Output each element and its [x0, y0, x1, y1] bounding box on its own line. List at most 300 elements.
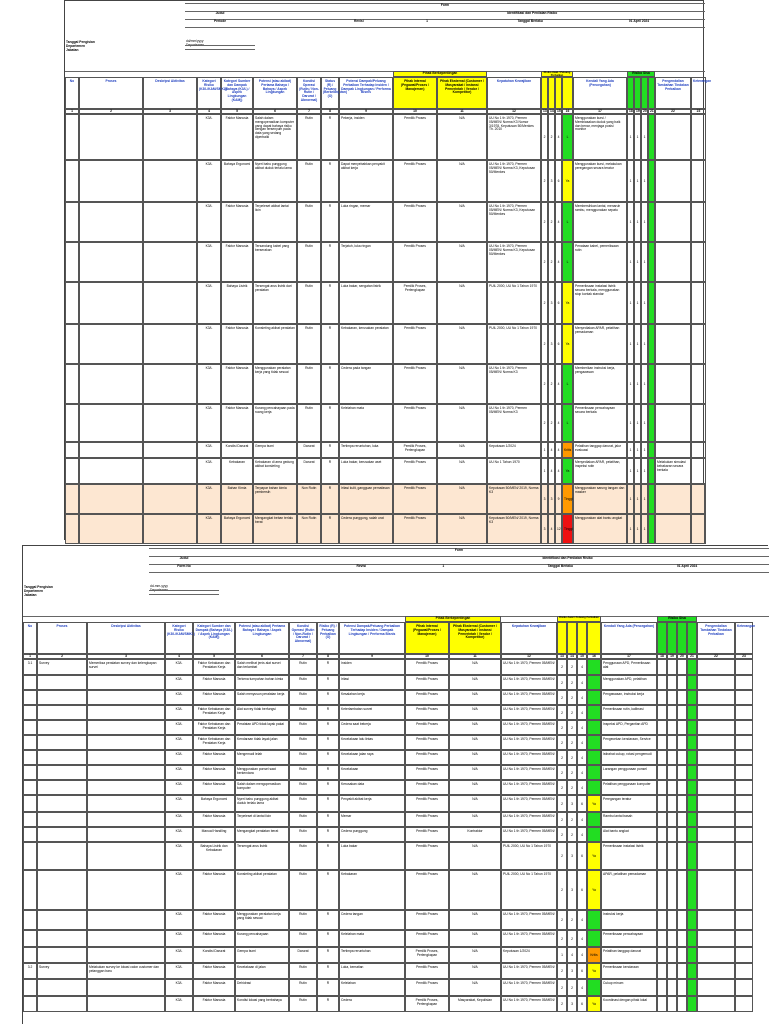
residual-cell	[677, 842, 687, 870]
table-cell-potensi	[235, 690, 289, 705]
cell-sumber: Kondisi Darurat	[202, 949, 226, 953]
cell-status: R	[326, 782, 330, 786]
risk-value: 2	[561, 770, 563, 775]
table-cell-no	[65, 458, 79, 484]
table-cell-no	[23, 996, 37, 1012]
residual-cell	[667, 780, 677, 795]
risk-value-cell	[567, 780, 577, 795]
table-cell-dampak	[339, 996, 405, 1012]
table-cell-pengendalian	[697, 690, 735, 705]
risk-level: Ya	[565, 469, 570, 473]
cell-pihak-eksternal: N/A	[472, 707, 478, 711]
table-cell-kondisi	[289, 675, 317, 690]
risk-value: 2	[543, 179, 546, 183]
cell-kategori: K3/L	[205, 406, 213, 410]
risk-value-cell	[548, 282, 555, 324]
risk-value-cell	[541, 242, 548, 282]
risk-level-cell	[587, 705, 601, 720]
table-cell-no	[23, 690, 37, 705]
table-cell-deskripsi	[87, 690, 165, 705]
header-proses: Proses	[56, 624, 68, 628]
cell-kepatuhan: Keputusan 1/2024	[489, 444, 516, 448]
risk-value: 2	[571, 785, 573, 790]
table-cell-kategori	[165, 780, 193, 795]
cell-dampak: Insiden	[341, 661, 352, 665]
table-cell-keterangan	[735, 659, 753, 675]
table-cell-keterangan	[735, 963, 753, 979]
cell-kondisi: Rutin	[299, 912, 307, 916]
cell-kategori: K3/L	[175, 949, 183, 953]
cell-status: R	[326, 797, 330, 801]
table-cell-proses	[79, 242, 143, 282]
risk-level-cell	[562, 242, 573, 282]
risk-value: 2	[561, 936, 563, 941]
residual-value: 1	[629, 342, 632, 346]
table-cell-kendali	[601, 979, 657, 996]
header-cell-slevel	[648, 77, 655, 109]
cell-kepatuhan: UU No 1 th 1970, Permen 05/MEN/	[503, 932, 555, 936]
table-cell-keterangan	[735, 765, 753, 780]
cell-kategori: K3/L	[205, 486, 213, 490]
residual-cell	[687, 780, 697, 795]
header-pengendalian: Pengendalian Tambahan Tindakan Perbaikan	[657, 79, 689, 91]
cell-sumber: Faktor Manusia	[225, 326, 249, 330]
table-cell-pengendalian	[655, 404, 691, 442]
risk-level-cell	[587, 795, 601, 812]
cell-kepatuhan: UU No 1 th 1970, Permen 05/MEN/	[503, 797, 555, 801]
risk-value-cell	[555, 202, 562, 242]
table-cell-deskripsi	[143, 458, 197, 484]
col-number: 16	[592, 654, 596, 658]
table-cell-kategori	[165, 842, 193, 870]
header-no: No	[27, 624, 33, 628]
table-cell-kepatuhan	[501, 930, 557, 947]
table-cell-pengendalian	[697, 979, 735, 996]
cell-pihak-eksternal: N/A	[459, 406, 465, 410]
table-cell-deskripsi	[87, 750, 165, 765]
residual-cell	[627, 484, 634, 514]
title-rule	[149, 572, 769, 573]
col-number: 19	[636, 109, 640, 113]
table-cell-kondisi	[297, 202, 321, 242]
risk-value-cell	[541, 160, 548, 202]
cell-sumber: Faktor Manusia	[202, 782, 226, 786]
table-cell-potensi	[253, 242, 297, 282]
cell-kepatuhan: UU No 1 Tahun 1970	[489, 460, 520, 464]
cell-kepatuhan: UU No 1 th 1970, Permen 05/MEN/	[503, 965, 555, 969]
cell-kondisi: Rutin	[299, 692, 307, 696]
table-cell-kepatuhan	[501, 720, 557, 735]
table-cell-no	[23, 910, 37, 930]
table-cell-pengendalian	[697, 720, 735, 735]
residual-cell	[687, 705, 697, 720]
info-label: Jabatan	[24, 593, 37, 597]
risk-value-cell	[567, 750, 577, 765]
revisi-label: Revisi	[353, 19, 364, 23]
col-number: 16	[565, 109, 570, 113]
risk-value: 2	[571, 770, 573, 775]
header-cell-potensi	[253, 77, 297, 109]
col-number: 4	[208, 109, 210, 113]
header-pihak-eksternal: Pihak Eksternal (Customer / Masyarakat / Instansi Pemerintah / Vendor / Kompetitor)	[453, 624, 497, 640]
table-cell-potensi	[253, 114, 297, 160]
risk-value: 6	[557, 301, 560, 305]
residual-cell	[687, 735, 697, 750]
table-cell-keterangan	[691, 514, 706, 544]
cell-kepatuhan: PUIL 2000, UU No 1 Tahun 1970	[489, 284, 538, 288]
table-cell-proses	[37, 930, 87, 947]
risk-value: 6	[557, 342, 560, 346]
residual-cell	[677, 795, 687, 812]
table-cell-status	[317, 996, 339, 1012]
risk-value: 4	[581, 936, 583, 941]
risk-level: Ya	[592, 888, 596, 892]
cell-kategori: K3/L	[205, 284, 213, 288]
risk-value: 2	[543, 301, 546, 305]
table-cell-deskripsi	[87, 996, 165, 1012]
cell-kendali: APAR, pelatihan pemadaman	[603, 872, 647, 876]
residual-cell	[648, 458, 655, 484]
table-cell-dampak	[339, 750, 405, 765]
risk-value-cell	[557, 659, 567, 675]
residual-cell	[627, 202, 634, 242]
table-cell-kendali	[573, 442, 627, 458]
residual-cell	[648, 282, 655, 324]
table-cell-kategori	[165, 675, 193, 690]
risk-level-cell	[562, 202, 573, 242]
info-label: Tanggal Pengisian	[24, 585, 53, 589]
cell-kendali: Pemeriksaan rutin, kalibrasi	[603, 707, 644, 711]
group-status-label: Risiko Sisa	[668, 616, 686, 620]
cell-sumber: Faktor Manusia	[202, 752, 226, 756]
cell-kategori: K3/L	[205, 516, 213, 520]
risk-value-cell	[567, 675, 577, 690]
table-cell-kendali	[601, 910, 657, 930]
table-cell-kondisi	[289, 795, 317, 812]
risk-value-cell	[577, 963, 587, 979]
residual-cell	[648, 324, 655, 364]
residual-value: 1	[643, 179, 646, 183]
cell-dampak: Dapat menyebabkan penyakit akibat kerja	[341, 162, 385, 170]
table-cell-kepatuhan	[487, 458, 541, 484]
cell-sumber: Kondisi Darurat	[225, 444, 249, 448]
cell-kondisi: Rutin	[299, 829, 307, 833]
table-cell-pihak-internal	[393, 242, 437, 282]
col-number: 21	[690, 654, 694, 658]
cell-potensi: Tersengat arus listrik dari peralatan	[255, 284, 292, 292]
col-number: 17	[627, 654, 631, 658]
col-number: 3	[125, 654, 127, 658]
risk-value-cell	[557, 690, 567, 705]
cell-kepatuhan: UU No 1 th 1970, Permen 05/MEN/	[503, 814, 555, 818]
cell-pihak-internal: Pemilik Proses	[404, 116, 426, 120]
header-cell-sr	[677, 622, 687, 654]
table-cell-kendali	[601, 780, 657, 795]
residual-cell	[677, 870, 687, 910]
residual-cell	[667, 812, 677, 827]
cell-potensi: Tersengat arus listrik	[237, 844, 268, 848]
table-cell-kepatuhan	[501, 979, 557, 996]
table-cell-dampak	[339, 979, 405, 996]
header-cell-sp	[634, 77, 641, 109]
table-cell-proses	[37, 705, 87, 720]
header-pihak-internal: Pihak Internal (Pegawai/Proses / Manajemen)	[400, 79, 430, 91]
col-number: 13	[543, 109, 547, 113]
info-label: Jabatan	[66, 48, 79, 52]
table-cell-pihak-eksternal	[449, 795, 501, 812]
table-cell-deskripsi	[87, 979, 165, 996]
table-cell-kondisi	[289, 705, 317, 720]
cell-kondisi: Rutin	[305, 244, 313, 248]
risk-value: 3	[550, 179, 553, 183]
table-cell-pihak-internal	[393, 160, 437, 202]
table-cell-pengendalian	[655, 514, 691, 544]
residual-cell	[677, 659, 687, 675]
cell-kepatuhan: Keputusan 50/MEN/ 2019, Norma K3	[489, 516, 539, 524]
cell-kendali: Pemeriksaan pencahayaan	[603, 932, 643, 936]
risk-level-cell	[587, 842, 601, 870]
residual-value: 1	[629, 382, 632, 386]
info-value: dd/mm/yyyy	[186, 39, 204, 43]
col-number: 19	[670, 654, 674, 658]
table-cell-kondisi	[297, 324, 321, 364]
table-cell-dampak	[339, 114, 393, 160]
residual-cell	[687, 842, 697, 870]
table-cell-proses	[37, 812, 87, 827]
table-cell-status	[321, 458, 339, 484]
cell-status: R	[326, 998, 330, 1002]
residual-cell	[657, 947, 667, 963]
cell-sumber: Faktor Manusia	[202, 912, 226, 916]
header-pihak-eksternal: Pihak Eksternal (Customer / Masyarakat / Instansi Pemerintah / Vendor / Kompetitor)	[440, 79, 484, 95]
cell-dampak: Tertimpa reruntuhan, luka	[341, 444, 379, 448]
header-kepatuhan: Kepatuhan Kewajiban	[511, 624, 547, 628]
residual-cell	[677, 996, 687, 1012]
cell-kondisi: Rutin	[299, 814, 307, 818]
col-number: 10	[413, 109, 417, 113]
risk-value: 4	[581, 740, 583, 745]
col-number: 8	[327, 654, 329, 658]
table-cell-potensi	[235, 750, 289, 765]
table-cell-pihak-internal	[405, 735, 449, 750]
cell-status: R	[326, 722, 330, 726]
table-cell-status	[321, 514, 339, 544]
residual-cell	[641, 442, 648, 458]
residual-cell	[667, 827, 677, 842]
table-cell-pihak-internal	[393, 324, 437, 364]
risk-value-cell	[555, 160, 562, 202]
table-cell-pihak-internal	[405, 690, 449, 705]
residual-cell	[657, 930, 667, 947]
header-cell-proses	[79, 77, 143, 109]
table-cell-status	[321, 160, 339, 202]
risk-value: 2	[550, 421, 553, 425]
residual-value: 1	[643, 382, 646, 386]
table-cell-pengendalian	[655, 364, 691, 404]
risk-value: 2	[561, 710, 563, 715]
risk-value-cell	[557, 910, 567, 930]
residual-cell	[641, 160, 648, 202]
cell-pihak-eksternal: N/A	[472, 782, 478, 786]
residual-value: 1	[629, 135, 632, 139]
cell-pihak-eksternal: N/A	[459, 366, 465, 370]
table-cell-pengendalian	[697, 930, 735, 947]
table-cell-kendali	[573, 458, 627, 484]
cell-kendali: Koordinasi dengan pihak lokal	[603, 998, 647, 1002]
cell-pihak-internal: Pemilik Proses	[416, 829, 438, 833]
table-cell-kendali	[601, 750, 657, 765]
risk-value: 3	[571, 801, 573, 806]
residual-cell	[634, 458, 641, 484]
table-cell-keterangan	[735, 827, 753, 842]
table-cell-pihak-internal	[393, 404, 437, 442]
table-cell-kondisi	[297, 282, 321, 324]
residual-cell	[677, 947, 687, 963]
risk-value: 2	[543, 220, 546, 224]
table-cell-kepatuhan	[487, 242, 541, 282]
risk-value: 9	[557, 497, 560, 501]
header-status: Status (R) / Peluang (Berkelanjutan) (O)	[323, 79, 347, 99]
risk-value-cell	[577, 930, 587, 947]
residual-cell	[634, 160, 641, 202]
table-cell-kategori	[165, 705, 193, 720]
cell-potensi: Gempa bumi	[255, 444, 274, 448]
cell-sumber: Faktor Manusia	[225, 406, 249, 410]
risk-value: 2	[561, 740, 563, 745]
col-number: 18	[629, 109, 633, 113]
table-cell-kondisi	[297, 514, 321, 544]
residual-value: 1	[636, 179, 639, 183]
table-cell-deskripsi	[87, 930, 165, 947]
risk-value: 6	[581, 888, 583, 892]
risk-value: 4	[557, 382, 560, 386]
table-cell-proses	[79, 458, 143, 484]
table-cell-pihak-eksternal	[449, 947, 501, 963]
residual-value: 1	[636, 342, 639, 346]
cell-pihak-eksternal: N/A	[472, 814, 478, 818]
header-cell-sumber	[193, 622, 235, 654]
risk-level-cell	[587, 750, 601, 765]
cell-dampak: Kecelakaan lalu lintas	[341, 737, 373, 741]
col-number: 2	[61, 654, 63, 658]
table-cell-pihak-internal	[393, 202, 437, 242]
table-cell-no	[23, 947, 37, 963]
risk-value-cell	[567, 947, 577, 963]
col-number: 15	[580, 654, 584, 658]
cell-kategori: K3/L	[205, 204, 213, 208]
residual-value: 1	[629, 448, 632, 452]
table-cell-sumber	[193, 735, 235, 750]
table-cell-status	[317, 930, 339, 947]
cell-kondisi: Non Rutin	[301, 486, 317, 490]
table-cell-sumber	[193, 705, 235, 720]
risk-value-cell	[548, 484, 555, 514]
table-cell-pihak-internal	[393, 114, 437, 160]
table-cell-pengendalian	[697, 827, 735, 842]
cell-potensi: Peralatan APD tidak layak pakai	[237, 722, 284, 726]
risk-value-cell	[577, 765, 587, 780]
table-cell-pihak-internal	[405, 705, 449, 720]
table-cell-status	[317, 827, 339, 842]
risk-level-cell	[562, 114, 573, 160]
risk-value-cell	[548, 458, 555, 484]
risk-value-cell	[567, 996, 577, 1012]
header-cell-r	[555, 77, 562, 109]
cell-dampak: Kelelahan	[341, 981, 356, 985]
cell-kategori: K3/L	[175, 782, 183, 786]
residual-cell	[667, 979, 677, 996]
table-cell-potensi	[235, 910, 289, 930]
table-cell-pengendalian	[697, 947, 735, 963]
table-cell-sumber	[193, 827, 235, 842]
col-number: 14	[570, 654, 574, 658]
header-cell-kepatuhan	[501, 622, 557, 654]
table-cell-pengendalian	[697, 870, 735, 910]
table-cell-dampak	[339, 690, 405, 705]
risk-value: 4	[581, 710, 583, 715]
table-cell-kendali	[573, 202, 627, 242]
residual-cell	[627, 514, 634, 544]
table-cell-no	[23, 735, 37, 750]
risk-level-cell	[587, 870, 601, 910]
table-cell-proses	[37, 996, 87, 1012]
table-cell-pihak-eksternal	[437, 364, 487, 404]
risk-value-cell	[557, 780, 567, 795]
cell-sumber: Bahaya Listrik dan Kebakaran	[200, 844, 228, 852]
cell-sumber: Bahaya Ergonomi	[200, 797, 228, 801]
cell-sumber: Kebakaran	[229, 460, 245, 464]
table-cell-kategori	[197, 324, 221, 364]
risk-value: 4	[557, 260, 560, 264]
risk-level: Ya	[565, 179, 570, 183]
cell-pihak-internal: Pemilik Proses	[416, 752, 438, 756]
header-cell-keterangan	[735, 622, 756, 654]
risk-value-cell	[567, 720, 577, 735]
header-cell-sumber	[221, 77, 253, 109]
cell-dampak: Cedera punggung	[341, 829, 368, 833]
risk-value: 12	[557, 527, 561, 531]
risk-value-cell	[577, 705, 587, 720]
table-cell-dampak	[339, 282, 393, 324]
table-cell-potensi	[253, 514, 297, 544]
table-cell-keterangan	[691, 404, 706, 442]
risk-level: Kritis	[590, 953, 598, 957]
risk-value: 2	[543, 135, 546, 139]
table-cell-kepatuhan	[501, 780, 557, 795]
cell-pihak-eksternal: Kontraktor	[467, 829, 483, 833]
cell-kepatuhan: UU No 1 th 1970, Permen 05/MEN/	[503, 829, 555, 833]
risk-value-cell	[577, 947, 587, 963]
table-cell-pengendalian	[697, 659, 735, 675]
risk-value: 2	[571, 740, 573, 745]
cell-pihak-eksternal: N/A	[459, 204, 465, 208]
cell-deskripsi: Melakukan survey ke lokasi calon customer dan pelanggan baru	[89, 965, 160, 973]
cell-potensi: Mengangkat peralatan berat	[237, 829, 279, 833]
cell-pihak-internal: Pemilik Proses	[404, 244, 426, 248]
header-cell-r	[577, 622, 587, 654]
table-cell-sumber	[193, 842, 235, 870]
cell-pihak-eksternal: N/A	[472, 932, 478, 936]
residual-cell	[634, 442, 641, 458]
table-cell-kepatuhan	[487, 282, 541, 324]
table-cell-kondisi	[289, 963, 317, 979]
risk-value-cell	[541, 282, 548, 324]
table-cell-keterangan	[735, 930, 753, 947]
risk-value: 2	[561, 832, 563, 837]
table-cell-pengendalian	[655, 160, 691, 202]
table-cell-pengendalian	[697, 675, 735, 690]
risk-value-cell	[557, 827, 567, 842]
